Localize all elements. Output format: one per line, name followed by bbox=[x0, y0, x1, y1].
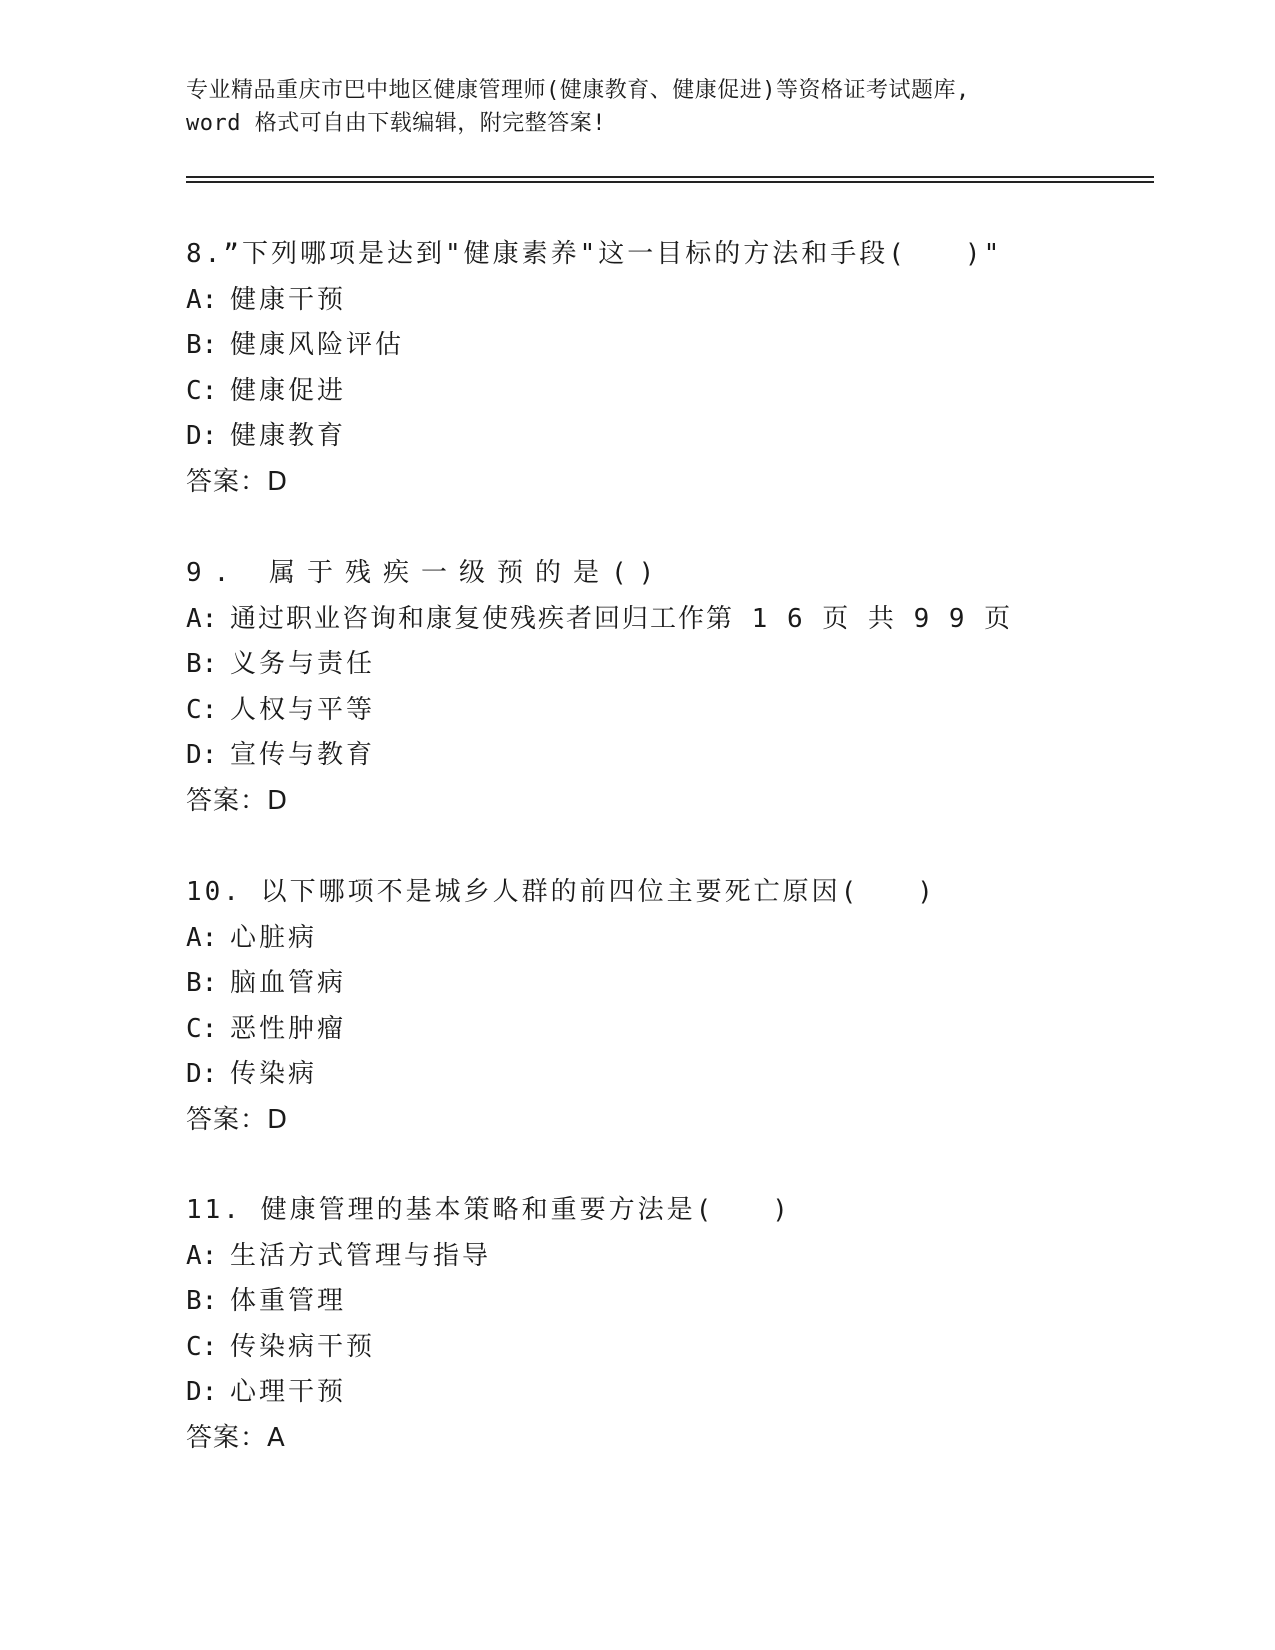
option-letter: C: bbox=[186, 375, 218, 406]
question-block bbox=[186, 551, 1166, 825]
answer-line: 答案：A bbox=[186, 1422, 286, 1453]
question-block bbox=[186, 232, 1166, 506]
option-d bbox=[186, 1052, 1166, 1098]
option-text: 健康干预 bbox=[230, 284, 347, 315]
option-b bbox=[186, 642, 1166, 688]
option-text: 通过职业咨询和康复使残疾者回归工作第 1 6 页 共 9 9 页 bbox=[230, 603, 1013, 634]
option-text: 健康促进 bbox=[230, 375, 347, 406]
option-letter: B: bbox=[186, 330, 218, 361]
option-b bbox=[186, 961, 1166, 1007]
option-text: 体重管理 bbox=[230, 1286, 347, 1317]
question-stem: 10. 以下哪项不是城乡人群的前四位主要死亡原因( ) bbox=[186, 877, 936, 907]
option-text: 义务与责任 bbox=[230, 649, 376, 680]
option-c bbox=[186, 1007, 1166, 1053]
option-text: 传染病干预 bbox=[230, 1331, 376, 1362]
option-letter: D: bbox=[186, 1059, 218, 1090]
option-d bbox=[186, 1370, 1166, 1416]
question-block bbox=[186, 1188, 1166, 1462]
option-text: 传染病 bbox=[230, 1059, 318, 1090]
document-header bbox=[186, 74, 1086, 140]
option-letter: D: bbox=[186, 1377, 218, 1408]
option-d bbox=[186, 414, 1166, 460]
option-c bbox=[186, 688, 1166, 734]
header-line-2: word 格式可自由下载编辑，附完整答案! bbox=[186, 111, 606, 136]
option-letter: B: bbox=[186, 649, 218, 680]
option-text: 宣传与教育 bbox=[230, 740, 376, 771]
option-letter: D: bbox=[186, 421, 218, 452]
option-letter: B: bbox=[186, 1286, 218, 1317]
option-letter: A: bbox=[186, 603, 218, 634]
question-stem: 9. 属于残疾一级预的是() bbox=[186, 558, 667, 588]
option-letter: C: bbox=[186, 1331, 218, 1362]
option-text: 心理干预 bbox=[230, 1377, 347, 1408]
option-text: 健康风险评估 bbox=[230, 330, 405, 361]
option-letter: A: bbox=[186, 1240, 218, 1271]
option-text: 生活方式管理与指导 bbox=[230, 1240, 492, 1271]
option-letter: B: bbox=[186, 968, 218, 999]
answer-line: 答案：D bbox=[186, 1104, 289, 1135]
option-text: 恶性肿瘤 bbox=[230, 1013, 347, 1044]
option-text: 人权与平等 bbox=[230, 694, 376, 725]
option-d bbox=[186, 733, 1166, 779]
question-stem: 11. 健康管理的基本策略和重要方法是( ) bbox=[186, 1195, 791, 1225]
option-a bbox=[186, 597, 1166, 643]
option-c bbox=[186, 369, 1166, 415]
option-b bbox=[186, 1279, 1166, 1325]
answer-line: 答案：D bbox=[186, 466, 289, 497]
question-stem: 8.”下列哪项是达到"健康素养"这一目标的方法和手段( )" bbox=[186, 239, 1003, 269]
option-a bbox=[186, 1234, 1166, 1280]
question-block bbox=[186, 870, 1166, 1144]
option-a bbox=[186, 916, 1166, 962]
option-letter: D: bbox=[186, 740, 218, 771]
option-text: 健康教育 bbox=[230, 421, 347, 452]
answer-line: 答案：D bbox=[186, 785, 289, 816]
option-b bbox=[186, 323, 1166, 369]
option-a bbox=[186, 278, 1166, 324]
header-divider bbox=[186, 176, 1154, 178]
option-c bbox=[186, 1325, 1166, 1371]
option-text: 脑血管病 bbox=[230, 968, 347, 999]
option-letter: A: bbox=[186, 922, 218, 953]
option-letter: C: bbox=[186, 694, 218, 725]
header-divider bbox=[186, 181, 1154, 183]
option-letter: A: bbox=[186, 284, 218, 315]
header-line-1: 专业精品重庆市巴中地区健康管理师(健康教育、健康促进)等资格证考试题库, bbox=[186, 78, 970, 103]
option-text: 心脏病 bbox=[230, 922, 318, 953]
option-letter: C: bbox=[186, 1013, 218, 1044]
